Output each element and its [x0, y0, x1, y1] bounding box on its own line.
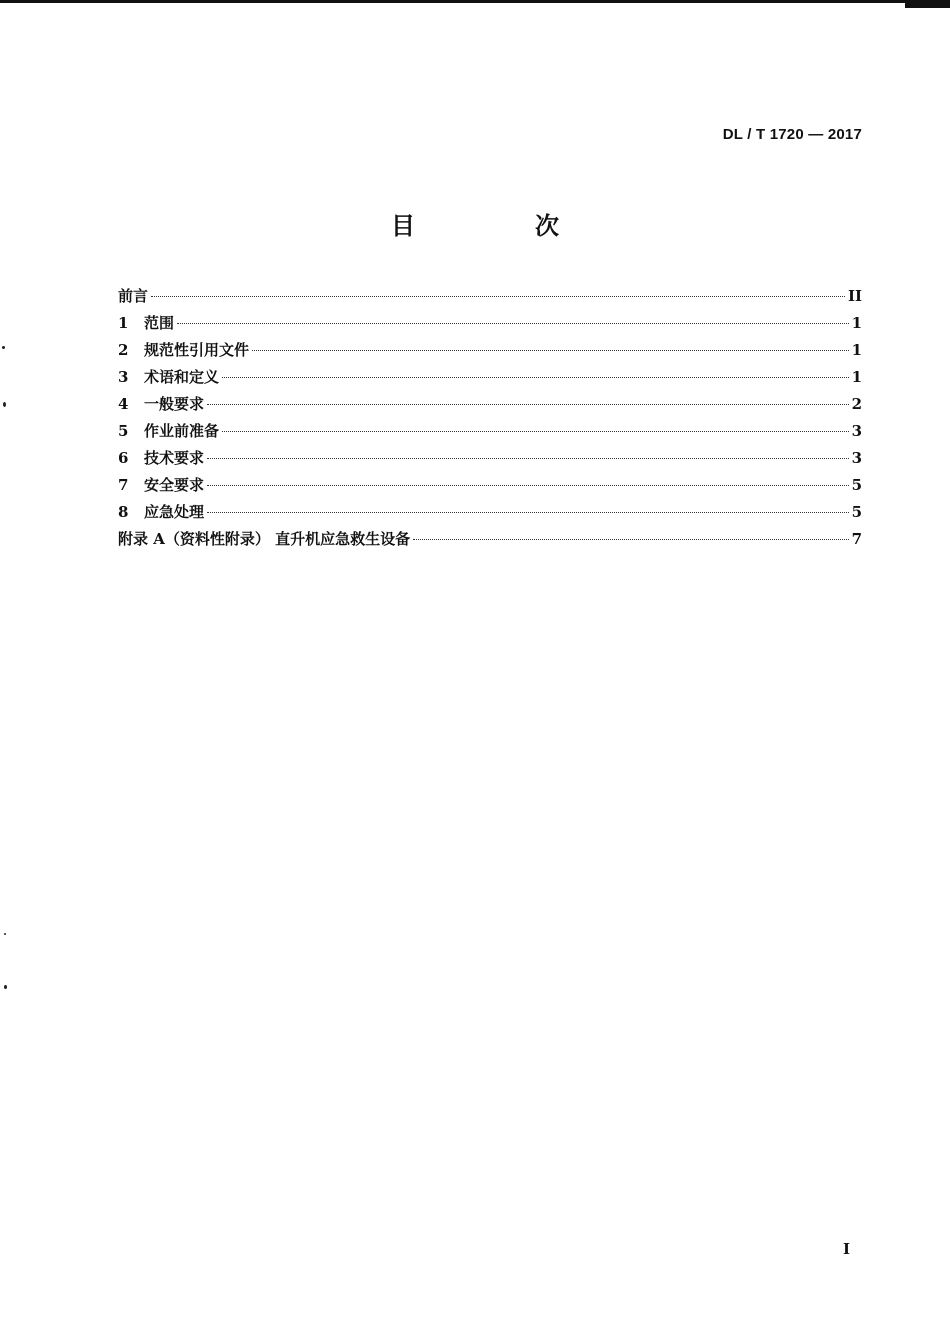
toc-entry-number: 8	[118, 503, 129, 521]
toc-entry-number: 5	[118, 422, 129, 440]
toc-entry-text: 技术要求	[144, 449, 205, 467]
toc-leader	[413, 539, 848, 540]
toc-entry-3[interactable]	[118, 366, 862, 393]
toc-leader	[222, 377, 849, 378]
toc-entry-page: 1	[851, 314, 862, 332]
toc-entry-text: 附录 A（资料性附录） 直升机应急救生设备	[118, 530, 411, 548]
toc-leader	[207, 458, 849, 459]
toc-leader	[222, 431, 849, 432]
toc-entry-page: 2	[851, 395, 862, 413]
toc-title: 目 次	[391, 211, 607, 240]
toc-entry-8[interactable]	[118, 501, 862, 528]
toc-entry-number: 4	[118, 395, 129, 413]
toc-entry-page: 5	[851, 476, 862, 494]
toc-entry-text: 前言	[118, 287, 149, 305]
toc-entry-number: 1	[118, 314, 129, 332]
toc-entry-number: 6	[118, 449, 129, 467]
toc-entry-appendix-a[interactable]	[118, 528, 862, 555]
toc-entry-page: II	[847, 287, 862, 305]
toc-entry-page: 3	[851, 449, 862, 467]
toc-list	[118, 285, 862, 555]
toc-entry-4[interactable]	[118, 393, 862, 420]
scan-top-edge	[0, 0, 950, 3]
toc-entry-page: 7	[851, 530, 862, 548]
toc-leader	[252, 350, 849, 351]
toc-entry-6[interactable]	[118, 447, 862, 474]
toc-leader	[207, 512, 849, 513]
toc-entry-text: 应急处理	[144, 503, 205, 521]
toc-entry-number: 2	[118, 341, 129, 359]
scan-speck	[4, 985, 7, 989]
toc-entry-text: 范围	[144, 314, 175, 332]
toc-entry-text: 规范性引用文件	[144, 341, 250, 359]
scan-speck	[4, 933, 6, 935]
toc-entry-text: 术语和定义	[144, 368, 220, 386]
toc-entry-text: 作业前准备	[144, 422, 220, 440]
toc-entry-preface[interactable]	[118, 285, 862, 312]
toc-entry-7[interactable]	[118, 474, 862, 501]
toc-entry-1[interactable]	[118, 312, 862, 339]
toc-leader	[151, 296, 845, 297]
toc-entry-page: 5	[851, 503, 862, 521]
toc-entry-page: 1	[851, 341, 862, 359]
toc-leader	[207, 404, 849, 405]
toc-entry-2[interactable]	[118, 339, 862, 366]
toc-entry-page: 3	[851, 422, 862, 440]
toc-entry-text: 一般要求	[144, 395, 205, 413]
page-number: I	[842, 1240, 850, 1258]
toc-entry-text: 安全要求	[144, 476, 205, 494]
scan-top-edge-right	[905, 0, 950, 8]
toc-leader	[177, 323, 849, 324]
toc-entry-number: 3	[118, 368, 129, 386]
scan-speck	[2, 346, 5, 349]
toc-entry-number: 7	[118, 476, 129, 494]
toc-leader	[207, 485, 849, 486]
scan-speck	[3, 402, 6, 407]
toc-entry-page: 1	[851, 368, 862, 386]
standard-code: DL / T 1720 — 2017	[722, 126, 862, 143]
toc-entry-5[interactable]	[118, 420, 862, 447]
